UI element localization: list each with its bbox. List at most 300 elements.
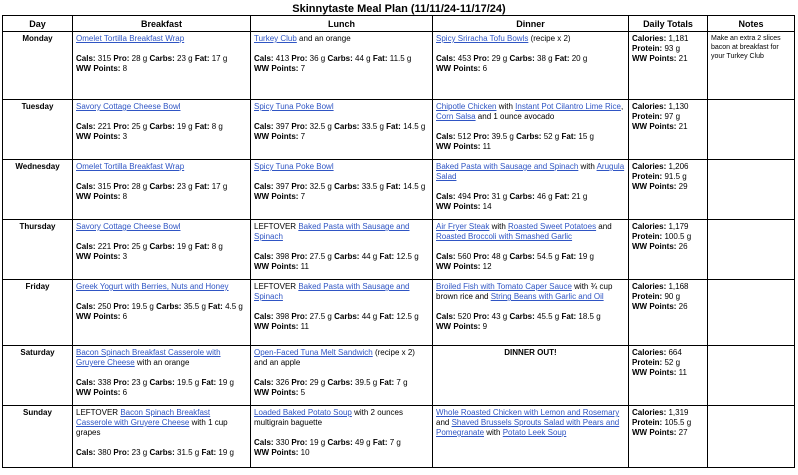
dinner-recipe-link[interactable]: Instant Pot Cilantro Lime Rice	[515, 102, 621, 111]
lunch-cell	[251, 220, 433, 280]
total-protein-value: 93 g	[664, 44, 681, 53]
total-calories-label: Calories:	[632, 282, 667, 291]
lunch-recipe-link[interactable]: Spicy Tuna Poke Bowl	[254, 102, 334, 111]
lunch-ww-points	[254, 64, 429, 74]
dinner-carbs-value: 38 g	[537, 54, 553, 63]
total-calories-value: 664	[668, 348, 682, 357]
dinner-ww-label: WW Points:	[436, 142, 481, 151]
lunch-recipe-link[interactable]: Loaded Baked Potato Soup	[254, 408, 352, 417]
breakfast-text: with an orange	[134, 358, 190, 367]
breakfast-text: with 1 cup grapes	[76, 418, 228, 437]
breakfast-cell	[73, 346, 251, 406]
total-calories-label: Calories:	[632, 222, 667, 231]
dinner-carbs-label: Carbs:	[509, 312, 535, 321]
page-title: Skinnytaste Meal Plan (11/11/24-11/17/24)	[292, 3, 506, 15]
lunch-cals-label: Cals:	[254, 54, 274, 63]
dinner-cals-label: Cals:	[436, 132, 456, 141]
breakfast-description	[76, 408, 247, 438]
total-calories-value: 1,179	[668, 222, 689, 231]
dinner-ww-points	[436, 142, 625, 152]
dinner-recipe-link[interactable]: Air Fryer Steak	[436, 222, 490, 231]
dinner-ww-label: WW Points:	[436, 202, 481, 211]
breakfast-carbs-label: Carbs:	[149, 378, 175, 387]
lunch-description	[254, 102, 429, 112]
total-calories-label: Calories:	[632, 102, 667, 111]
dinner-ww-label: WW Points:	[436, 262, 481, 271]
lunch-ww-value: 11	[300, 262, 309, 271]
breakfast-ww-points	[76, 388, 247, 398]
lunch-description	[254, 348, 429, 368]
lunch-ww-label: WW Points:	[254, 262, 299, 271]
dinner-pro-label: Pro:	[473, 192, 490, 201]
breakfast-cals-value: 315	[97, 182, 112, 191]
breakfast-nutrition	[76, 378, 247, 388]
dinner-spacer	[436, 242, 625, 252]
lunch-ww-label: WW Points:	[254, 132, 299, 141]
dinner-text: (recipe x 2)	[528, 34, 571, 43]
lunch-cell	[251, 32, 433, 100]
dinner-text: with	[578, 162, 597, 171]
lunch-fat-label: Fat:	[386, 122, 401, 131]
lunch-ww-points	[254, 192, 429, 202]
dinner-spacer	[436, 302, 625, 312]
notes-cell	[708, 100, 795, 160]
breakfast-text: LEFTOVER	[76, 408, 121, 417]
total-calories-value: 1,130	[668, 102, 689, 111]
lunch-cell	[251, 346, 433, 406]
lunch-description	[254, 222, 429, 242]
total-protein	[632, 358, 704, 368]
lunch-ww-points	[254, 448, 429, 458]
lunch-cals-value: 397	[275, 122, 290, 131]
total-ww-value: 11	[678, 368, 687, 377]
dinner-cals-value: 512	[457, 132, 472, 141]
lunch-ww-label: WW Points:	[254, 64, 299, 73]
lunch-fat-label: Fat:	[386, 182, 401, 191]
dinner-nutrition	[436, 252, 625, 262]
daily-totals-cell	[629, 32, 708, 100]
dinner-recipe-link[interactable]: Spicy Sriracha Tofu Bowls	[436, 34, 529, 43]
day-name: Friday	[3, 280, 73, 346]
lunch-cals-value: 397	[275, 182, 290, 191]
lunch-recipe-link[interactable]: Baked Pasta with Sausage and Spinach	[254, 222, 410, 241]
lunch-nutrition	[254, 378, 429, 388]
breakfast-cals-label: Cals:	[76, 378, 96, 387]
lunch-cals-label: Cals:	[254, 378, 274, 387]
breakfast-ww-label: WW Points:	[76, 64, 121, 73]
breakfast-spacer	[76, 44, 247, 54]
lunch-fat-value: 12.5 g	[396, 252, 419, 261]
lunch-pro-label: Pro:	[291, 438, 308, 447]
breakfast-pro-value: 23 g	[131, 378, 148, 387]
breakfast-cell	[73, 220, 251, 280]
breakfast-ww-value: 3	[122, 132, 128, 141]
lunch-carbs-value: 39.5 g	[355, 378, 378, 387]
lunch-cals-value: 330	[275, 438, 290, 447]
lunch-spacer	[254, 172, 429, 182]
lunch-carbs-value: 44 g	[355, 54, 371, 63]
breakfast-cals-label: Cals:	[76, 122, 96, 131]
breakfast-pro-value: 28 g	[131, 54, 148, 63]
lunch-ww-points	[254, 132, 429, 142]
dinner-text: and	[436, 418, 452, 427]
lunch-nutrition	[254, 252, 429, 262]
breakfast-cals-label: Cals:	[76, 54, 96, 63]
breakfast-description	[76, 102, 247, 112]
lunch-carbs-value: 49 g	[355, 438, 371, 447]
lunch-carbs-label: Carbs:	[334, 182, 360, 191]
dinner-pro-value: 39.5 g	[491, 132, 514, 141]
breakfast-ww-value: 6	[122, 388, 128, 397]
header-day: Day	[3, 16, 73, 32]
breakfast-ww-label: WW Points:	[76, 132, 121, 141]
dinner-text: with	[484, 428, 503, 437]
lunch-ww-value: 10	[300, 448, 310, 457]
header-breakfast: Breakfast	[73, 16, 251, 32]
dinner-carbs-label: Carbs:	[509, 54, 535, 63]
breakfast-carbs-label: Carbs:	[156, 302, 182, 311]
breakfast-pro-label: Pro:	[113, 242, 130, 251]
dinner-fat-value: 20 g	[571, 54, 588, 63]
total-ww	[632, 242, 704, 252]
lunch-ww-label: WW Points:	[254, 448, 299, 457]
lunch-carbs-value: 33.5 g	[361, 182, 384, 191]
breakfast-carbs-value: 19 g	[177, 242, 193, 251]
lunch-recipe-link[interactable]: Spicy Tuna Poke Bowl	[254, 162, 334, 171]
breakfast-recipe-link[interactable]: Greek Yogurt with Berries, Nuts and Honey	[76, 282, 229, 291]
total-ww-label: WW Points:	[632, 242, 677, 251]
dinner-pro-value: 29 g	[491, 54, 508, 63]
breakfast-carbs-value: 23 g	[177, 54, 193, 63]
lunch-cals-label: Cals:	[254, 122, 274, 131]
lunch-recipe-link[interactable]: Open-Faced Tuna Melt Sandwich	[254, 348, 373, 357]
day-row	[3, 406, 795, 468]
lunch-cell	[251, 100, 433, 160]
lunch-carbs-label: Carbs:	[327, 438, 353, 447]
breakfast-description	[76, 282, 247, 292]
day-row	[3, 346, 795, 406]
breakfast-pro-label: Pro:	[113, 122, 130, 131]
breakfast-nutrition	[76, 182, 247, 192]
lunch-text: with 2 ounces multigrain baguette	[254, 408, 403, 427]
day-row	[3, 160, 795, 220]
lunch-ww-value: 7	[300, 64, 306, 73]
dinner-ww-value: 12	[482, 262, 492, 271]
lunch-fat-label: Fat:	[372, 54, 388, 63]
breakfast-cals-value: 221	[97, 122, 112, 131]
total-ww	[632, 54, 704, 64]
breakfast-carbs-value: 23 g	[177, 182, 193, 191]
lunch-spacer	[254, 302, 429, 312]
breakfast-cell	[73, 280, 251, 346]
lunch-nutrition	[254, 438, 429, 448]
dinner-recipe-link[interactable]: Baked Pasta with Sausage and Spinach	[436, 162, 579, 171]
dinner-recipe-link[interactable]: Corn Salsa	[436, 112, 476, 121]
breakfast-fat-label: Fat:	[201, 448, 217, 457]
lunch-pro-value: 36 g	[309, 54, 326, 63]
breakfast-fat-value: 19 g	[218, 448, 234, 457]
dinner-cell	[433, 160, 629, 220]
breakfast-recipe-link[interactable]: Savory Cottage Cheese Bowl	[76, 222, 181, 231]
breakfast-nutrition	[76, 302, 247, 312]
total-ww	[632, 182, 704, 192]
meal-plan-table	[2, 15, 795, 468]
dinner-cals-label: Cals:	[436, 312, 456, 321]
breakfast-ww-points	[76, 252, 247, 262]
breakfast-recipe-link[interactable]: Omelet Tortilla Breakfast Wrap	[76, 34, 185, 43]
breakfast-cell	[73, 100, 251, 160]
lunch-cals-value: 413	[275, 54, 290, 63]
dinner-recipe-link[interactable]: Shaved Brussels Sprouts Salad with Pears and Pomegranate	[436, 418, 620, 437]
breakfast-cals-label: Cals:	[76, 448, 96, 457]
lunch-description	[254, 408, 429, 428]
breakfast-ww-value: 8	[122, 192, 128, 201]
total-calories	[632, 282, 704, 292]
lunch-pro-value: 32.5 g	[309, 122, 332, 131]
total-calories-label: Calories:	[632, 408, 667, 417]
breakfast-recipe-link[interactable]: Bacon Spinach Breakfast Casserole with Gruyere Cheese	[76, 348, 221, 367]
breakfast-carbs-value: 19.5 g	[177, 378, 200, 387]
breakfast-cals-label: Cals:	[76, 182, 96, 191]
total-ww	[632, 368, 704, 378]
total-calories	[632, 34, 704, 44]
total-ww	[632, 428, 704, 438]
breakfast-pro-value: 23 g	[131, 448, 148, 457]
total-ww-value: 26	[678, 302, 688, 311]
lunch-pro-value: 27.5 g	[309, 252, 332, 261]
dinner-ww-points	[436, 322, 625, 332]
breakfast-ww-value: 6	[122, 312, 128, 321]
dinner-text: with ¾ cup brown rice and	[436, 282, 613, 301]
dinner-carbs-label: Carbs:	[509, 192, 535, 201]
dinner-pro-label: Pro:	[473, 54, 490, 63]
total-ww	[632, 302, 704, 312]
daily-totals-cell	[629, 346, 708, 406]
dinner-ww-points	[436, 64, 625, 74]
lunch-description	[254, 34, 429, 44]
lunch-ww-value: 5	[300, 388, 306, 397]
lunch-ww-points	[254, 388, 429, 398]
dinner-fat-value: 21 g	[571, 192, 588, 201]
total-calories	[632, 162, 704, 172]
lunch-text: LEFTOVER	[254, 222, 299, 231]
lunch-ww-label: WW Points:	[254, 322, 299, 331]
total-ww-label: WW Points:	[632, 182, 677, 191]
breakfast-description	[76, 222, 247, 232]
lunch-nutrition	[254, 54, 429, 64]
header-daily-totals: Daily Totals	[629, 16, 708, 32]
lunch-pro-label: Pro:	[291, 182, 308, 191]
breakfast-ww-label: WW Points:	[76, 388, 121, 397]
breakfast-fat-value: 19 g	[218, 378, 234, 387]
lunch-spacer	[254, 44, 429, 54]
dinner-cals-value: 494	[457, 192, 472, 201]
dinner-ww-points	[436, 262, 625, 272]
day-name: Monday	[3, 32, 73, 100]
breakfast-fat-value: 17 g	[211, 54, 228, 63]
notes-cell	[708, 406, 795, 468]
dinner-recipe-link[interactable]: Arugula Salad	[436, 162, 625, 181]
breakfast-description	[76, 34, 247, 44]
total-protein-label: Protein:	[632, 232, 663, 241]
breakfast-recipe-link[interactable]: Bacon Spinach Breakfast Casserole with Gruyere Cheese	[76, 408, 211, 427]
lunch-carbs-value: 33.5 g	[361, 122, 384, 131]
breakfast-recipe-link[interactable]: Savory Cottage Cheese Bowl	[76, 102, 181, 111]
notes-cell	[708, 32, 795, 100]
breakfast-recipe-link[interactable]: Omelet Tortilla Breakfast Wrap	[76, 162, 185, 171]
dinner-cals-label: Cals:	[436, 192, 456, 201]
lunch-spacer	[254, 428, 429, 438]
dinner-description	[436, 34, 625, 44]
dinner-recipe-link[interactable]: String Beans with Garlic and Oil	[490, 292, 604, 301]
lunch-carbs-value: 44 g	[361, 252, 378, 261]
dinner-description	[436, 102, 625, 122]
daily-totals-cell	[629, 220, 708, 280]
dinner-pro-label: Pro:	[473, 252, 490, 261]
dinner-nutrition	[436, 192, 625, 202]
lunch-recipe-link[interactable]: Baked Pasta with Sausage and Spinach	[254, 282, 410, 301]
lunch-carbs-label: Carbs:	[334, 252, 360, 261]
lunch-carbs-label: Carbs:	[334, 122, 360, 131]
dinner-ww-value: 11	[482, 142, 491, 151]
breakfast-fat-value: 8 g	[211, 242, 223, 251]
breakfast-cals-value: 380	[97, 448, 112, 457]
total-ww-label: WW Points:	[632, 54, 677, 63]
lunch-fat-label: Fat:	[372, 438, 388, 447]
total-protein-value: 52 g	[664, 358, 681, 367]
dinner-description	[436, 282, 625, 302]
lunch-text: and an orange	[296, 34, 351, 43]
lunch-pro-label: Pro:	[291, 122, 308, 131]
lunch-cals-value: 398	[275, 252, 290, 261]
total-calories-label: Calories:	[632, 34, 667, 43]
breakfast-spacer	[76, 232, 247, 242]
lunch-recipe-link[interactable]: Turkey Club	[254, 34, 297, 43]
lunch-spacer	[254, 368, 429, 378]
lunch-cals-label: Cals:	[254, 312, 274, 321]
breakfast-carbs-value: 35.5 g	[183, 302, 206, 311]
lunch-spacer	[254, 242, 429, 252]
lunch-cell	[251, 160, 433, 220]
breakfast-ww-label: WW Points:	[76, 252, 121, 261]
lunch-nutrition	[254, 122, 429, 132]
total-calories	[632, 222, 704, 232]
dinner-pro-label: Pro:	[473, 312, 490, 321]
dinner-out-cell: DINNER OUT!	[433, 346, 629, 406]
breakfast-fat-label: Fat:	[194, 242, 210, 251]
lunch-pro-label: Pro:	[291, 378, 308, 387]
total-ww-label: WW Points:	[632, 302, 677, 311]
dinner-fat-label: Fat:	[561, 132, 577, 141]
breakfast-cell	[73, 32, 251, 100]
dinner-cell	[433, 406, 629, 468]
dinner-recipe-link[interactable]: Whole Roasted Chicken with Lemon and Rosemary	[436, 408, 620, 417]
breakfast-ww-value: 8	[122, 64, 128, 73]
lunch-description	[254, 162, 429, 172]
dinner-fat-value: 18.5 g	[578, 312, 601, 321]
total-ww-label: WW Points:	[632, 122, 677, 131]
dinner-description	[436, 162, 625, 182]
total-protein-label: Protein:	[632, 44, 663, 53]
dinner-ww-label: WW Points:	[436, 64, 481, 73]
total-ww-value: 27	[678, 428, 688, 437]
breakfast-spacer	[76, 368, 247, 378]
breakfast-carbs-label: Carbs:	[149, 182, 175, 191]
total-ww-label: WW Points:	[632, 368, 677, 377]
breakfast-spacer	[76, 172, 247, 182]
breakfast-carbs-label: Carbs:	[149, 242, 175, 251]
dinner-ww-value: 9	[482, 322, 488, 331]
lunch-pro-value: 27.5 g	[309, 312, 332, 321]
breakfast-nutrition	[76, 448, 247, 458]
lunch-spacer	[254, 112, 429, 122]
dinner-fat-value: 19 g	[578, 252, 594, 261]
breakfast-carbs-value: 31.5 g	[177, 448, 200, 457]
dinner-cals-value: 560	[457, 252, 472, 261]
daily-totals-cell	[629, 280, 708, 346]
breakfast-fat-label: Fat:	[201, 378, 217, 387]
breakfast-cals-label: Cals:	[76, 302, 96, 311]
lunch-ww-points	[254, 262, 429, 272]
total-ww	[632, 122, 704, 132]
breakfast-fat-label: Fat:	[194, 54, 210, 63]
dinner-fat-value: 15 g	[578, 132, 594, 141]
dinner-recipe-link[interactable]: Potato Leek Soup	[502, 428, 567, 437]
breakfast-cals-value: 338	[97, 378, 112, 387]
dinner-recipe-link[interactable]: Chipotle Chicken	[436, 102, 497, 111]
day-name: Sunday	[3, 406, 73, 468]
day-name: Thursday	[3, 220, 73, 280]
breakfast-carbs-label: Carbs:	[149, 54, 175, 63]
lunch-ww-value: 7	[300, 132, 306, 141]
dinner-spacer	[436, 122, 625, 132]
total-protein	[632, 292, 704, 302]
total-protein-label: Protein:	[632, 418, 663, 427]
breakfast-fat-label: Fat:	[194, 182, 210, 191]
lunch-fat-value: 14.5 g	[403, 182, 426, 191]
breakfast-ww-value: 3	[122, 252, 128, 261]
total-ww-value: 21	[678, 54, 688, 63]
daily-totals-cell	[629, 160, 708, 220]
lunch-fat-label: Fat:	[379, 252, 395, 261]
daily-totals-cell	[629, 406, 708, 468]
breakfast-nutrition	[76, 54, 247, 64]
lunch-nutrition	[254, 312, 429, 322]
lunch-fat-value: 7 g	[396, 378, 408, 387]
lunch-nutrition	[254, 182, 429, 192]
dinner-carbs-value: 45.5 g	[537, 312, 560, 321]
dinner-recipe-link[interactable]: Roasted Broccoli with Smashed Garlic	[436, 232, 573, 241]
breakfast-cals-value: 221	[97, 242, 112, 251]
dinner-ww-label: WW Points:	[436, 322, 481, 331]
dinner-recipe-link[interactable]: Broiled Fish with Tomato Caper Sauce	[436, 282, 572, 291]
dinner-carbs-label: Carbs:	[509, 252, 535, 261]
total-ww-value: 29	[678, 182, 688, 191]
lunch-cals-label: Cals:	[254, 182, 274, 191]
dinner-recipe-link[interactable]: Roasted Sweet Potatoes	[508, 222, 597, 231]
breakfast-ww-points	[76, 312, 247, 322]
dinner-text: with	[496, 102, 516, 111]
breakfast-fat-label: Fat:	[194, 122, 210, 131]
breakfast-spacer	[76, 112, 247, 122]
total-protein-value: 100.5 g	[664, 232, 692, 241]
lunch-fat-value: 11.5 g	[389, 54, 412, 63]
breakfast-pro-label: Pro:	[113, 378, 130, 387]
lunch-cell	[251, 280, 433, 346]
breakfast-ww-points	[76, 64, 247, 74]
lunch-cals-label: Cals:	[254, 252, 274, 261]
total-protein-label: Protein:	[632, 112, 663, 121]
